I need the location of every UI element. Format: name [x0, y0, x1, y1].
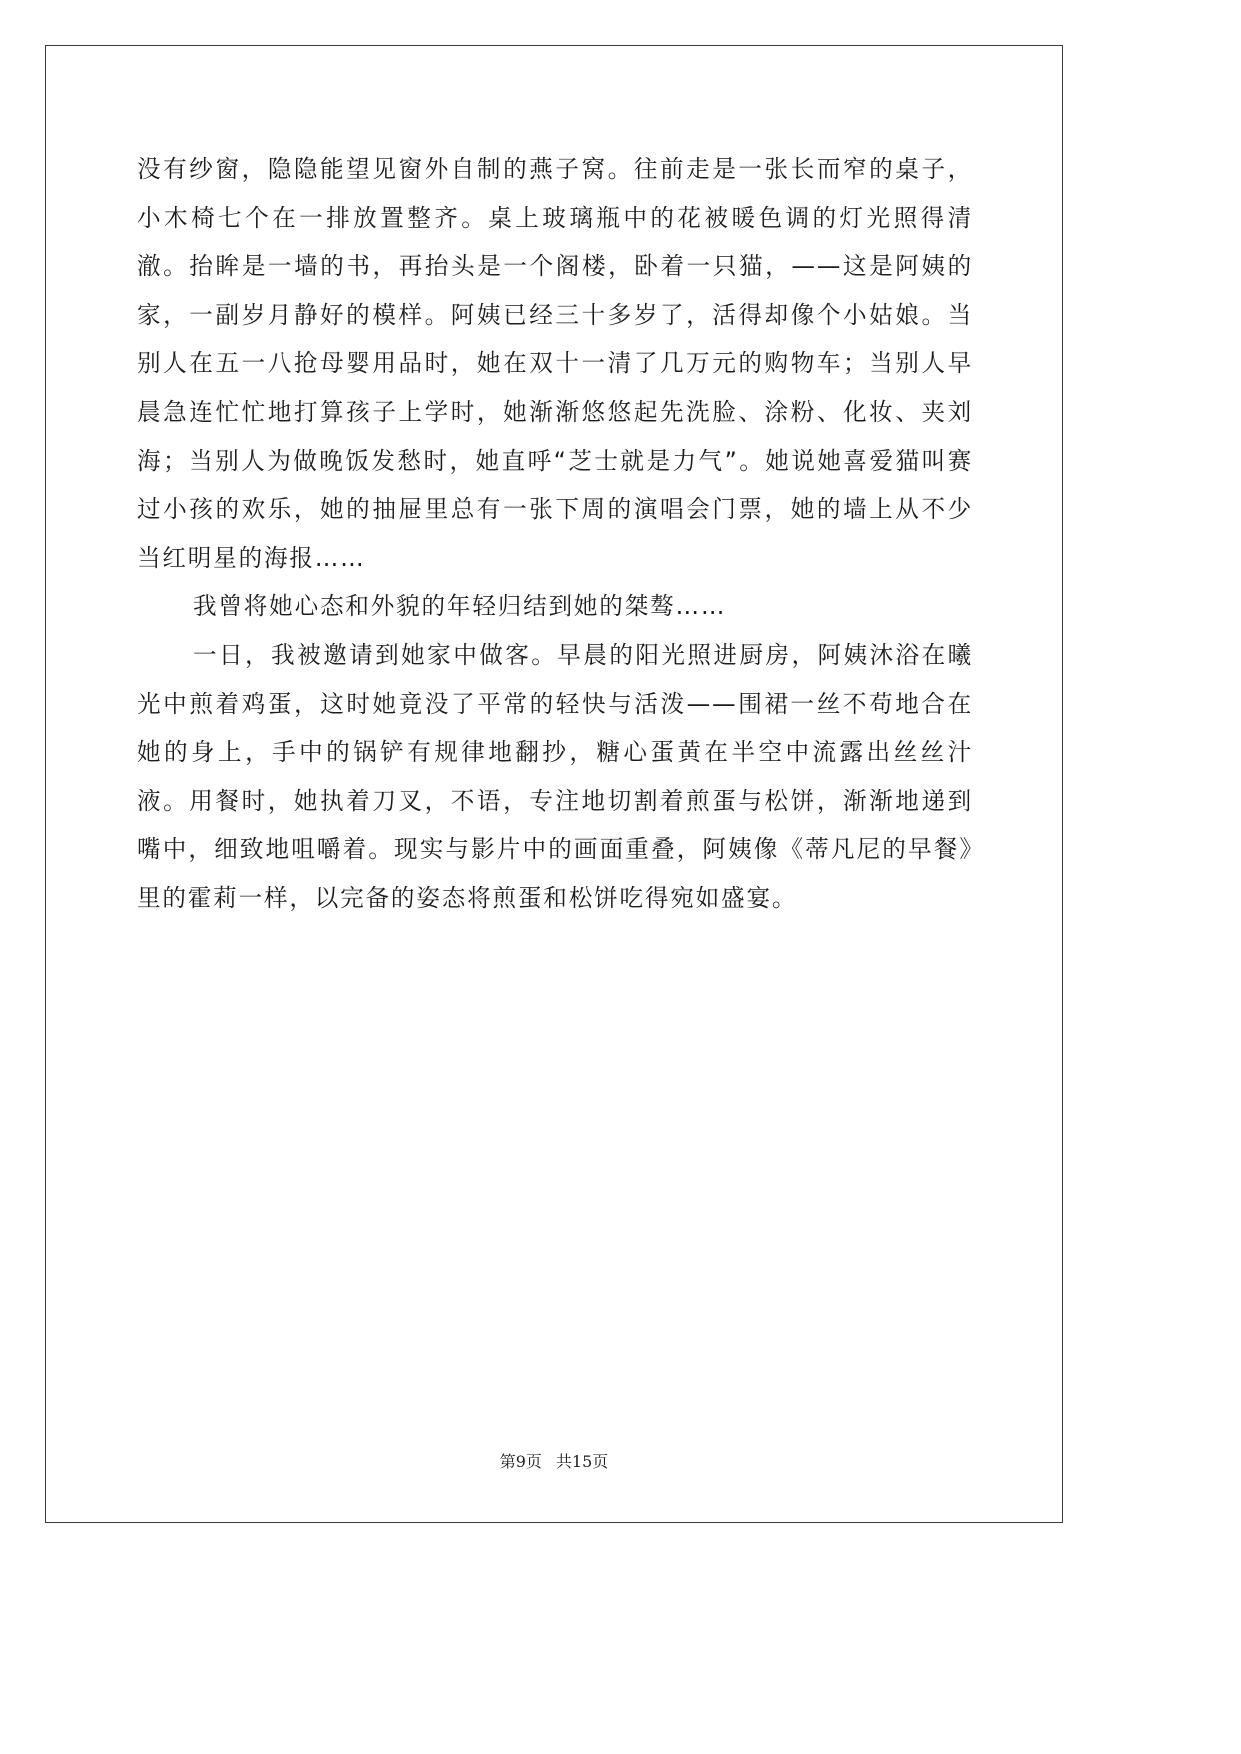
paragraph-1: 没有纱窗，隐隐能望见窗外自制的燕子窝。往前走是一张长而窄的桌子，小木椅七个在一排放置整齐。桌上玻璃瓶中的花被暖色调的灯光照得清澈。抬眸是一墙的书，再抬头是一个阁楼，卧着一只猫，——这是阿姨的家，一副岁月静好的模样。阿姨已经三十多岁了，活得却像个小姑娘。当别人在五一八抢母婴用品时，她在双十一清了几万元的购物车；当别人早晨急连忙忙地打算孩子上学时，她渐渐悠悠起先洗脸、涂粉、化妆、夹刘海；当别人为做晚饭发愁时，她直呼“芝士就是力气”。她说她喜爱猫叫赛过小孩的欢乐，她的抽屉里总有一张下周的演唱会门票，她的墙上从不少当红明星的海报…… — [137, 155, 973, 572]
document-body — [137, 145, 973, 923]
paragraph-3: 一日，我被邀请到她家中做客。早晨的阳光照进厨房，阿姨沐浴在曦光中煎着鸡蛋，这时她竟没了平常的轻快与活泼——围裙一丝不苟地合在她的身上，手中的锅铲有规律地翻抄，糖心蛋黄在半空中流露出丝丝汁液。用餐时，她执着刀叉，不语，专注地切割着煎蛋与松饼，渐渐地递到嘴中，细致地咀嚼着。现实与影片中的画面重叠，阿姨像《蒂凡尼的早餐》里的霍莉一样，以完备的姿态将煎蛋和松饼吃得宛如盛宴。 — [137, 640, 973, 912]
total-pages-label: 共15页 — [555, 1452, 609, 1471]
page-footer — [0, 1452, 1108, 1472]
current-page-label: 第9页 — [499, 1452, 542, 1471]
paragraph-2: 我曾将她心态和外貌的年轻归结到她的桀骜…… — [193, 592, 727, 621]
